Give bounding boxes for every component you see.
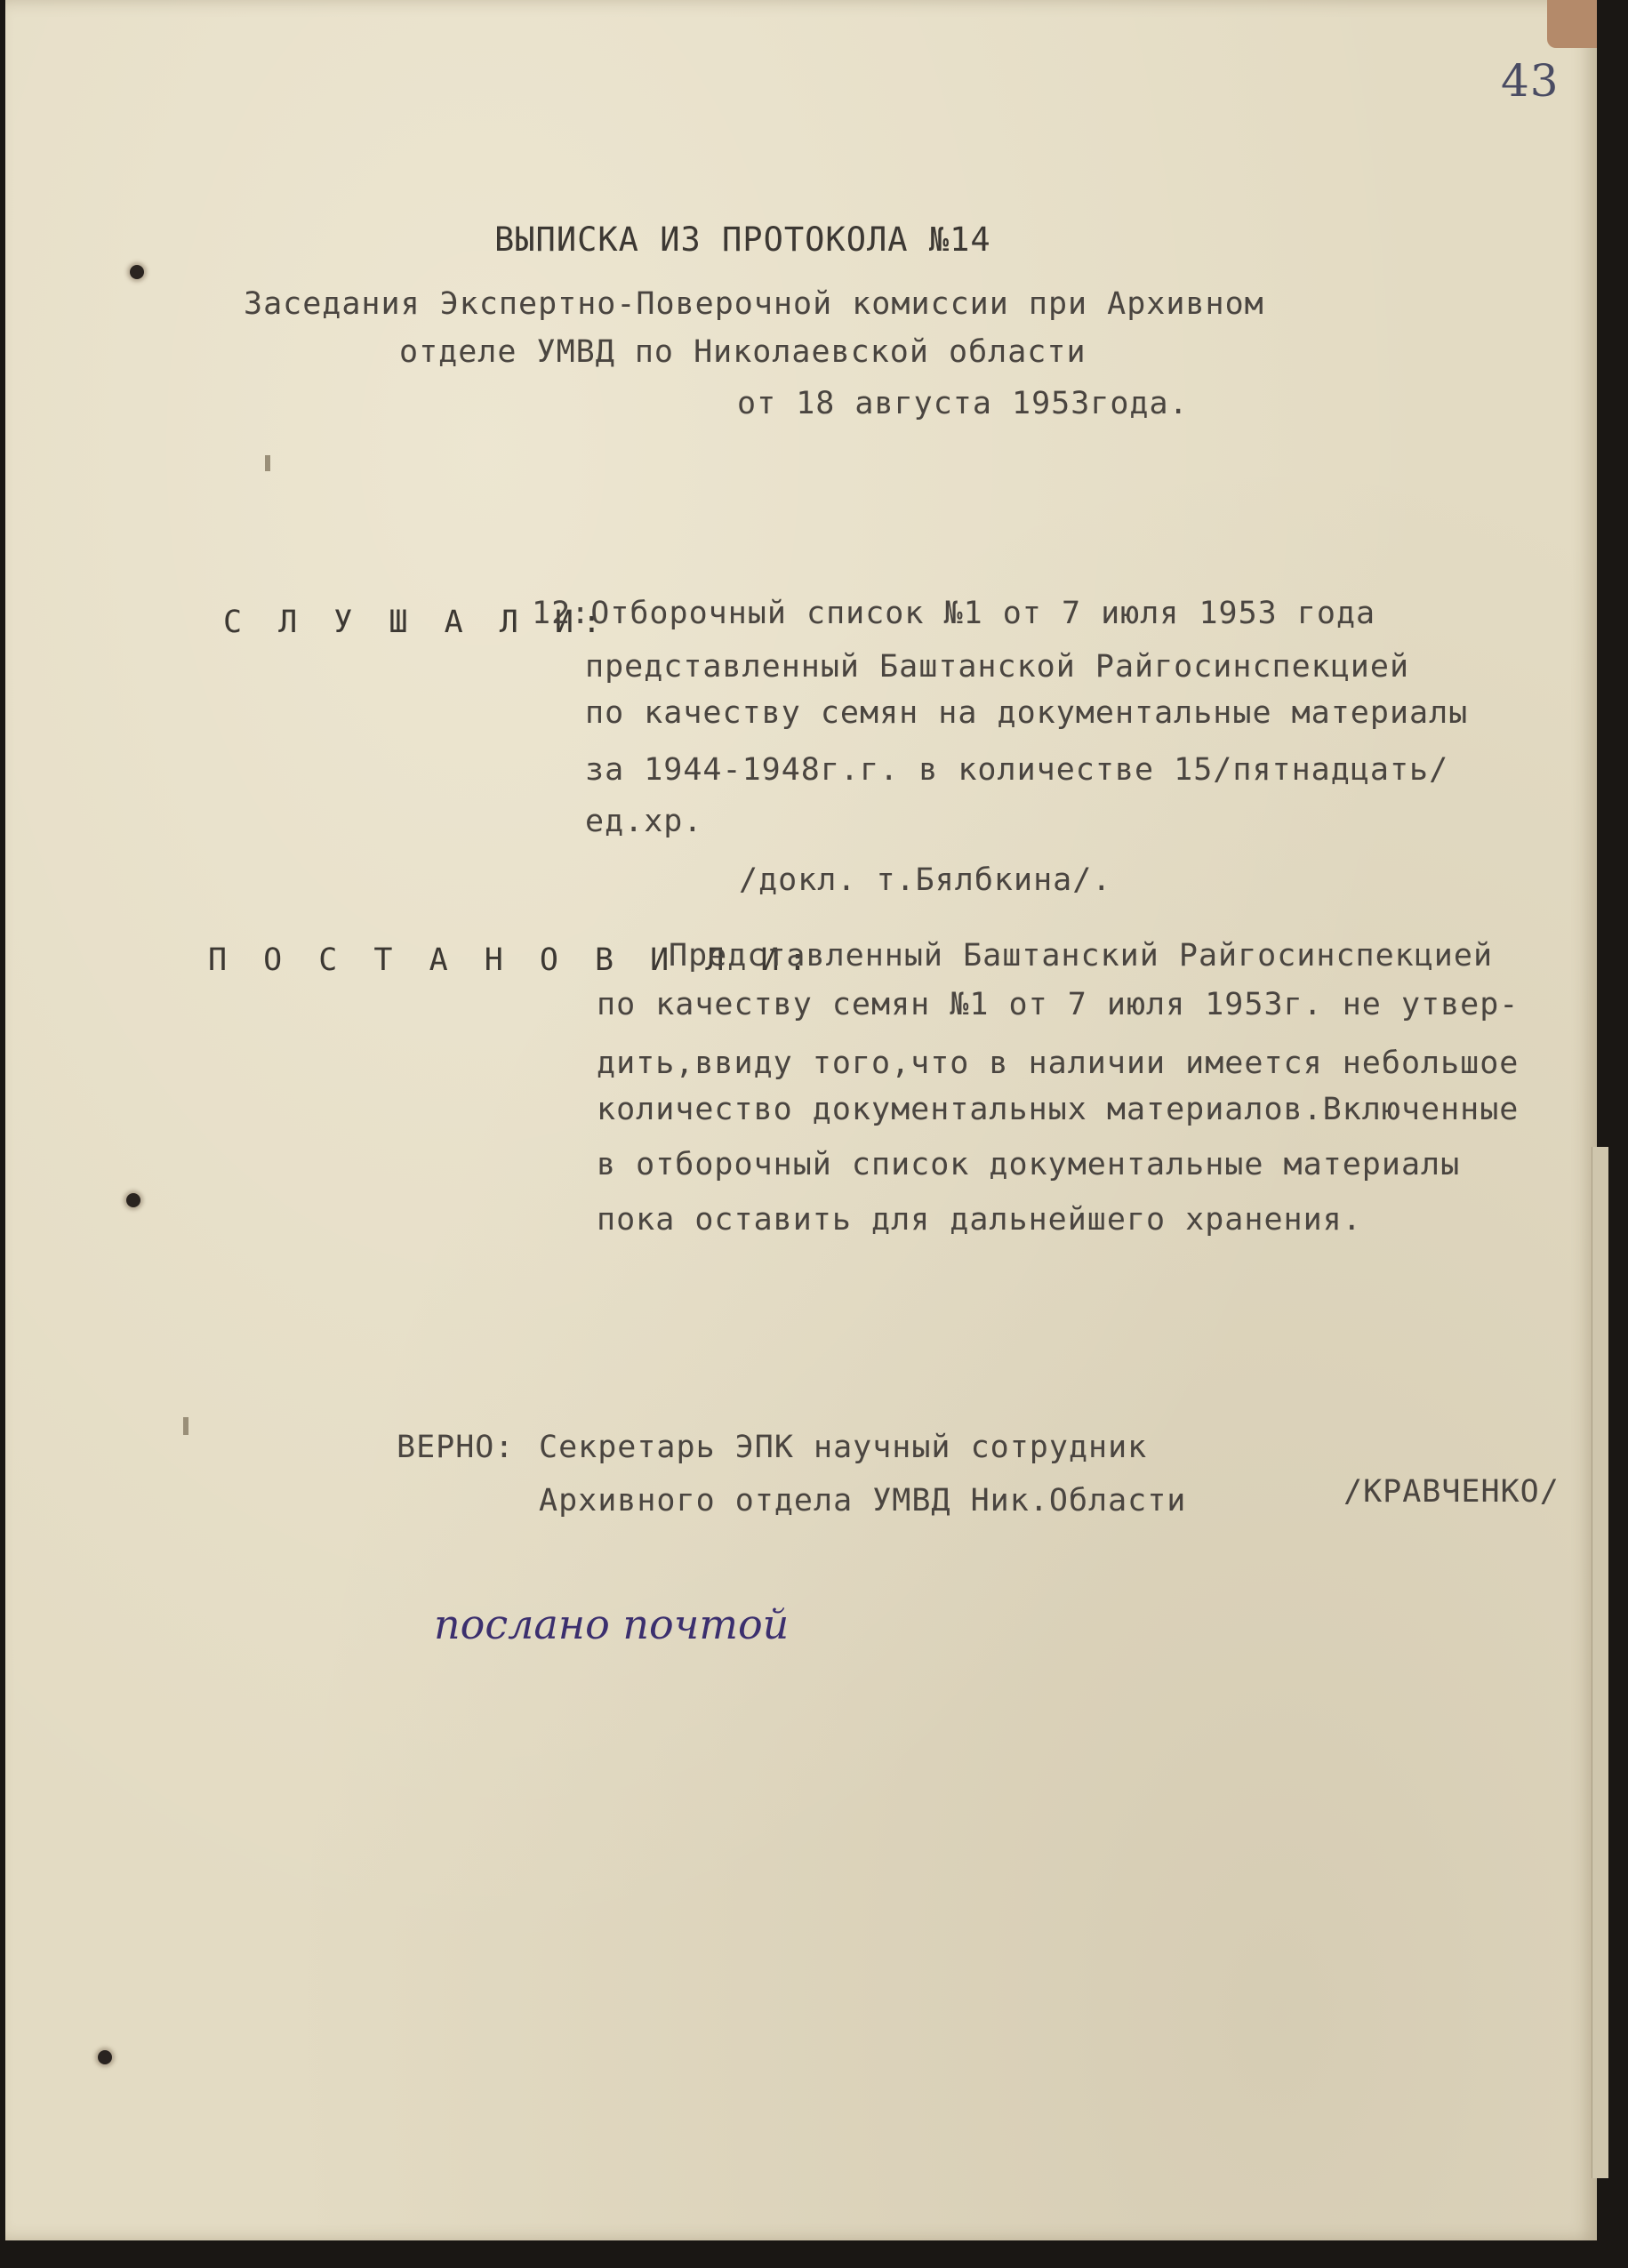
paper-mark <box>265 455 270 471</box>
paper-mark <box>183 1417 188 1435</box>
heard-line-1: 12:Отборочный список №1 от 7 июля 1953 года <box>532 596 1376 631</box>
certification-label: ВЕРНО: <box>397 1430 515 1465</box>
heard-line-3: по качеству семян на документальные материалы <box>585 695 1469 731</box>
page-number: 43 <box>1501 55 1560 107</box>
decided-line-4: количество документальных материалов.Включенные <box>597 1092 1520 1127</box>
header-line-2: отделе УМВД по Николаевской области <box>399 334 1087 370</box>
handwritten-note: послано почтой <box>434 1600 790 1648</box>
decided-line-5: в отборочный список документальные материалы <box>597 1147 1461 1182</box>
document-page <box>5 0 1597 2240</box>
signature: /КРАВЧЕНКО/ <box>1343 1474 1560 1510</box>
speaker: /докл. т.Бялбкина/. <box>739 862 1112 898</box>
binding-hole <box>130 265 144 279</box>
heard-line-2: представленный Баштанской Райгосинспекцией <box>585 649 1410 685</box>
decided-line-1: Представленный Баштанский Райгосинспекцией <box>669 938 1494 974</box>
folder-tab <box>1547 0 1597 48</box>
binding-hole <box>126 1193 140 1207</box>
heard-line-4: за 1944-1948г.г. в количестве 15/пятнадцать/ <box>585 752 1449 788</box>
header-line-1: Заседания Экспертно-Поверочной комиссии при Архивном <box>244 286 1264 322</box>
certification-line-2: Архивного отдела УМВД Ник.Области <box>539 1483 1187 1519</box>
heard-label: С Л У Ш А Л И: <box>223 605 611 640</box>
decided-label: П О С Т А Н О В И Л И: <box>208 942 816 978</box>
document-title: ВЫПИСКА ИЗ ПРОТОКОЛА №14 <box>494 220 991 259</box>
certification-line-1: Секретарь ЭПК научный сотрудник <box>539 1430 1148 1465</box>
decided-line-2: по качеству семян №1 от 7 июля 1953г. не утвер- <box>597 987 1520 1022</box>
binding-hole <box>98 2050 112 2064</box>
decided-line-6: пока оставить для дальнейшего хранения. <box>597 1202 1362 1238</box>
decided-line-3: дить,ввиду того,что в наличии имеется небольшое <box>597 1046 1520 1081</box>
header-date: от 18 августа 1953года. <box>737 386 1189 421</box>
underlying-sheet-edge <box>1592 1147 1608 2178</box>
heard-line-5: ед.хр. <box>585 804 703 839</box>
